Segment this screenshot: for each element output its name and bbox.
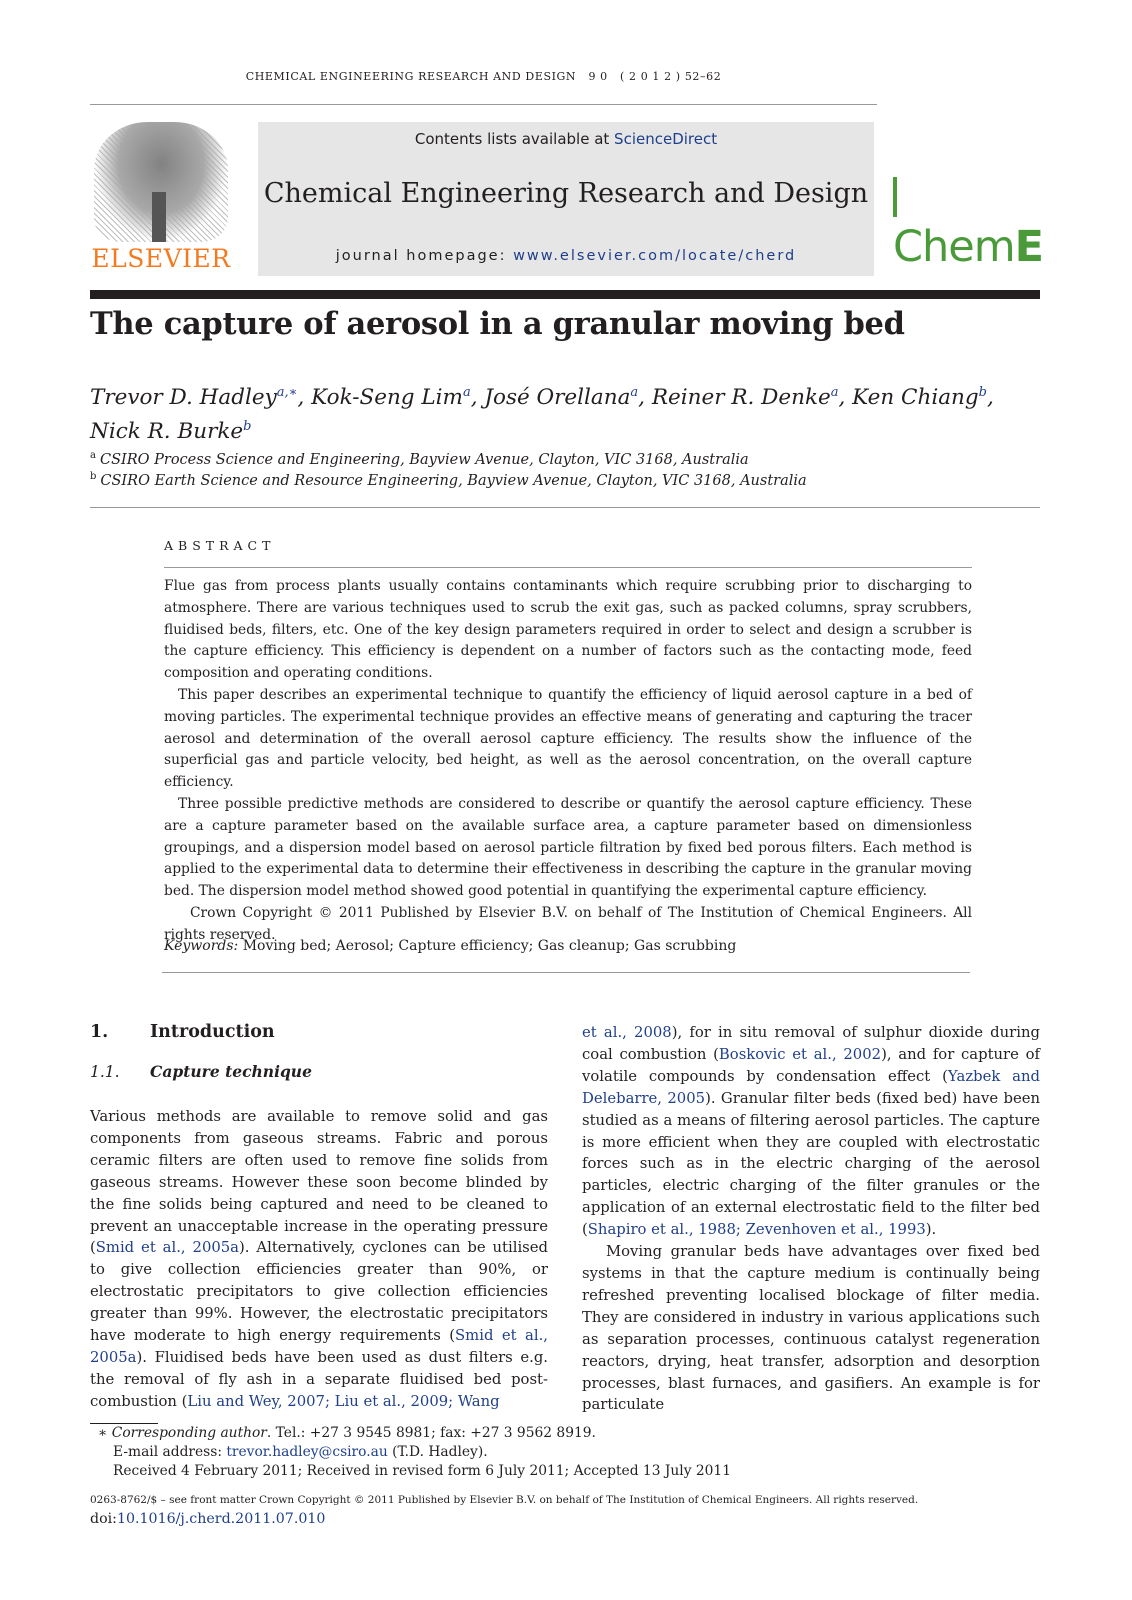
subsection-title: Capture technique: [150, 1062, 312, 1081]
keywords-line: [164, 938, 972, 954]
author-list: [90, 378, 1040, 446]
author-affiliation-mark[interactable]: b: [978, 385, 987, 400]
subsection-heading: [90, 1062, 312, 1081]
body-paragraph: Moving granular beds have advantages over fixed bed systems in that the capture medium is continually being refreshed preventing localised blockage of filter media. They are considered in industry in various applications such as separation processes, continuous catalyst regeneration reactors, drying, heat transfer, adsorption and desorption processes, blast furnaces, and gasifiers. An example is for particulate: [582, 1243, 1040, 1414]
received-dates: Received 4 February 2011; Received in revised form 6 July 2011; Accepted 13 July 2011: [113, 1463, 731, 1479]
citation-link[interactable]: Smid et al., 2005a: [90, 1327, 548, 1366]
article-title: The capture of aerosol in a granular moving bed: [90, 306, 905, 342]
author-name: Reiner R. Denke: [651, 385, 831, 411]
doi-line: [90, 1511, 325, 1527]
citation-link[interactable]: et al., 2008: [582, 1024, 672, 1041]
body-paragraph: [582, 1022, 1040, 1241]
affiliation-divider: [90, 507, 1040, 508]
body-text: ). Granular filter beds (fixed bed) have been studied as a means of filtering aerosol particles. The capture is more efficient when they are coupled with electrostatic forces such as in the electric charging of the aerosol particles, electric charging of the filter granules or the application of an external electrostatic field to the filter bed (: [582, 1089, 1040, 1239]
citation-link[interactable]: Smid et al., 2005a: [95, 1239, 240, 1257]
author-separator: ,: [638, 385, 652, 411]
keywords-list: Moving bed; Aerosol; Capture efficiency; Gas cleanup; Gas scrubbing: [238, 938, 737, 954]
running-head-journal: CHEMICAL ENGINEERING RESEARCH AND DESIGN: [245, 70, 577, 83]
author-name: Trevor D. Hadley: [90, 385, 277, 411]
author-affiliation-mark[interactable]: a: [630, 385, 639, 400]
citation-link[interactable]: Liu and Wey, 2007; Liu et al., 2009; Wang: [187, 1392, 500, 1410]
subsection-number: 1.1.: [90, 1063, 120, 1081]
affiliation-text: CSIRO Process Science and Engineering, Bayview Avenue, Clayton, VIC 3168, Australia: [99, 451, 749, 468]
homepage-prefix: journal homepage:: [335, 248, 514, 264]
abstract-divider: [164, 567, 972, 568]
section-number: 1.: [90, 1022, 109, 1042]
body-text: ), for in situ removal of sulphur dioxide during coal combustion (: [582, 1024, 1040, 1063]
running-head-volume: 9 0: [588, 70, 608, 83]
elsevier-logo[interactable]: [90, 122, 232, 282]
journal-homepage-link[interactable]: www.elsevier.com/locate/cherd: [513, 248, 797, 264]
citation-link[interactable]: Yazbek and Delebarre, 2005: [582, 1067, 1040, 1107]
contents-line: [258, 130, 874, 148]
contents-prefix: Contents lists available at: [414, 130, 615, 148]
body-text: ). Alternatively, cyclones can be utilised to give collection efficiencies greater than 90%, or electrostatic precipitators to give collection efficiencies greater than 99%. However, the electrostatic precipitators have moderate to high energy requirements (: [90, 1239, 548, 1345]
affiliation-b: [90, 471, 1040, 489]
body-text: ).: [925, 1221, 937, 1239]
author-affiliation-mark[interactable]: a: [830, 385, 839, 400]
icheme-text-end: E: [1014, 222, 1043, 272]
body-paragraph: [90, 1106, 548, 1413]
icheme-text-main: Chem: [893, 222, 1015, 272]
running-head: [90, 70, 877, 83]
author-name: Nick R. Burke: [90, 419, 244, 445]
abstract-copyright: Crown Copyright © 2011 Published by Elsevier B.V. on behalf of The Institution of Chemical Engineers. All rights reserved.: [164, 904, 972, 943]
running-head-pages: 52–62: [684, 70, 722, 83]
affiliation-a: [90, 450, 1040, 468]
email-link[interactable]: trevor.hadley@csiro.au: [226, 1444, 388, 1460]
author-affiliation-mark[interactable]: a,∗: [276, 385, 298, 400]
abstract-body: [164, 576, 972, 947]
author-affiliation-mark[interactable]: b: [243, 419, 252, 435]
affiliation-mark: b: [90, 471, 97, 482]
affiliation-mark: a: [90, 450, 96, 461]
tree-trunk-graphic: [152, 192, 166, 242]
abstract-paragraph: Flue gas from process plants usually contains contaminants which require scrubbing prior to discharging to atmosphere. There are various techniques used to scrub the exit gas, such as packed columns, spray scrubbers, fluidised beds, filters, etc. One of the key design parameters required in order to select and design a scrubber is the capture efficiency. This efficiency is dependent on a number of factors such as the contacting mode, feed composition and operating conditions.: [164, 578, 972, 682]
author-separator: ,: [470, 385, 485, 411]
journal-homepage-line: [258, 248, 874, 264]
corresponding-author-label: Corresponding author: [111, 1425, 267, 1441]
top-divider: [90, 104, 877, 105]
doi-link[interactable]: 10.1016/j.cherd.2011.07.010: [116, 1511, 326, 1527]
author-name: José Orellana: [484, 385, 631, 411]
front-matter-notice: 0263-8762/$ – see front matter Crown Copyright © 2011 Published by Elsevier B.V. on behalf of The Institution of Chemical Engineers. All rights reserved.: [90, 1494, 919, 1506]
body-column-right: [582, 1022, 1040, 1416]
author-name: Ken Chiang: [852, 385, 979, 411]
elsevier-wordmark: ELSEVIER: [91, 244, 231, 273]
icheme-bar-icon: [893, 177, 897, 217]
footnote-mark: ∗: [98, 1425, 108, 1441]
body-text: ), and for capture of volatile compounds by condensation effect (: [582, 1045, 1040, 1085]
citation-link[interactable]: Shapiro et al., 1988; Zevenhoven et al., 1993: [587, 1221, 926, 1239]
abstract-heading: ABSTRACT: [164, 538, 276, 553]
email-suffix: (T.D. Hadley).: [387, 1444, 488, 1460]
corresponding-author-contact: . Tel.: +27 3 9545 8981; fax: +27 3 9562 8919.: [266, 1425, 596, 1441]
citation-link[interactable]: Boskovic et al., 2002: [718, 1045, 882, 1063]
keywords-label: Keywords:: [164, 938, 239, 954]
abstract-paragraph: This paper describes an experimental technique to quantify the efficiency of liquid aerosol capture in a bed of moving particles. The experimental technique provides an effective means of generating and capturing the tracer aerosol and determination of the overall aerosol capture efficiency. The results show the influence of the superficial gas and particle velocity, bed height, as well as the aerosol concentration, on the overall capture efficiency.: [164, 686, 972, 791]
author-separator: ,: [297, 385, 312, 411]
doi-prefix: doi:: [90, 1511, 117, 1527]
abstract-paragraph: Three possible predictive methods are considered to describe or quantify the aerosol capture efficiency. These are a capture parameter based on the available surface area, a capture parameter based on dimensionless groupings, and a dispersion model based on aerosol particle filtration by fixed bed porous filters. Each method is applied to the experimental data to determine their effectiveness in describing the capture in the granular moving bed. The dispersion model method showed good potential in quantifying the experimental capture efficiency.: [164, 795, 972, 900]
icheme-logo[interactable]: [893, 172, 1041, 272]
author-affiliation-mark[interactable]: a: [462, 385, 471, 400]
author-separator: ,: [987, 385, 994, 411]
running-head-year: ( 2 0 1 2 ): [620, 70, 681, 83]
keywords-divider: [162, 972, 970, 973]
affiliation-text: CSIRO Earth Science and Resource Engineering, Bayview Avenue, Clayton, VIC 3168, Australia: [100, 472, 807, 489]
email-note: [113, 1443, 813, 1462]
section-heading: [90, 1022, 275, 1042]
journal-title: Chemical Engineering Research and Design: [263, 178, 869, 209]
journal-masthead: [258, 122, 874, 276]
body-text: ). Fluidised beds have been used as dust filters e.g. the removal of fly ash in a separate fluidised bed post-combustion (: [90, 1348, 548, 1410]
author-separator: ,: [838, 385, 853, 411]
title-divider: [90, 290, 1040, 299]
author-name: Kok-Seng Lim: [311, 385, 463, 411]
sciencedirect-link[interactable]: ScienceDirect: [614, 130, 718, 148]
section-title: Introduction: [150, 1022, 275, 1042]
corresponding-author-note: [98, 1424, 798, 1443]
body-column-left: [90, 1106, 548, 1413]
body-text: Various methods are available to remove solid and gas components from gaseous streams. Fabric and porous ceramic filters are often used to remove fine solids from gaseous streams. However these soon become blinded by the fine solids being captured and need to be cleaned to prevent an unacceptable increase in the operating pressure (: [90, 1108, 548, 1257]
email-prefix: E-mail address:: [113, 1444, 227, 1460]
